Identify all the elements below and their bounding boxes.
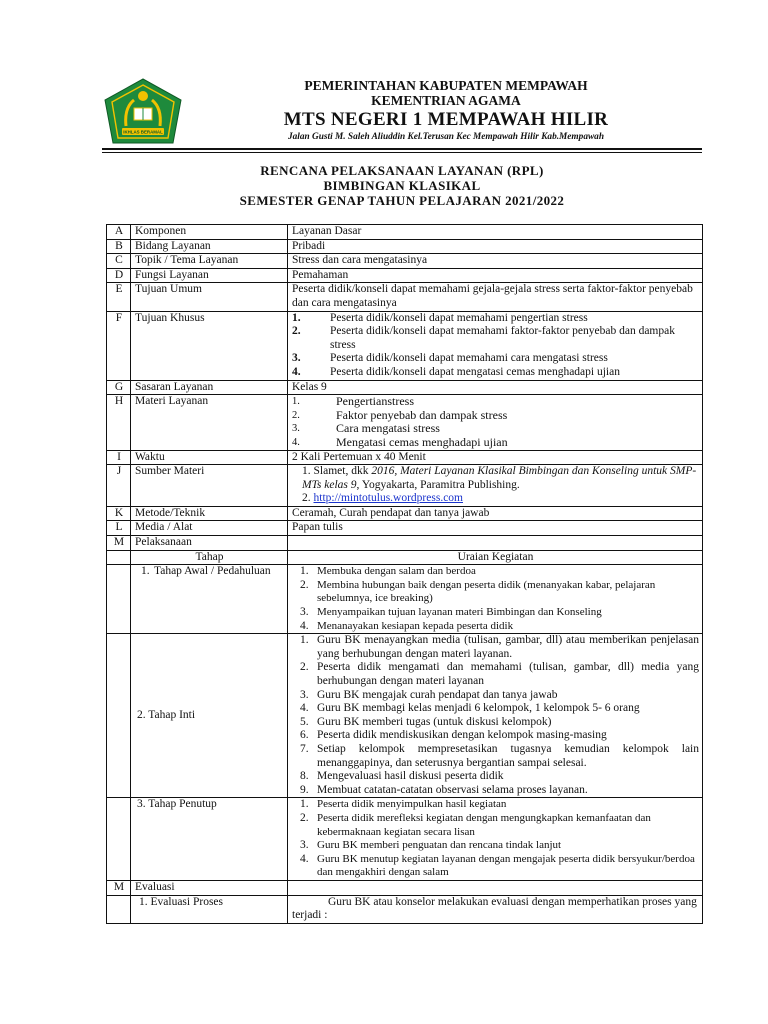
row-value: Ceramah, Curah pendapat dan tanya jawab <box>288 506 703 521</box>
list-item <box>292 798 699 812</box>
row-fungsi-layanan <box>107 268 703 283</box>
list-item <box>292 770 699 784</box>
item-number: 7. <box>300 742 309 755</box>
item-text: Peserta didik/konseli dapat mengatasi cemas menghadapi ujian <box>330 365 620 378</box>
list-item <box>292 352 699 366</box>
row-value: Pribadi <box>288 239 703 254</box>
list-item <box>292 436 699 450</box>
item-text: Guru BK menayangkan media (tulisan, gambar, dll) atau memberikan penjelasan yang berhubungan dengan materi layanan. <box>317 634 699 660</box>
row-label: Sasaran Layanan <box>131 380 288 395</box>
list-item <box>292 366 699 380</box>
item-number: 2. <box>300 578 309 591</box>
row-value: Guru BK atau konselor melakukan evaluasi dengan memperhatikan proses yang terjadi : <box>288 895 703 923</box>
item-text: Peserta didik/konseli dapat memahami cara mengatasi stress <box>330 352 608 365</box>
row-key: M <box>107 536 131 551</box>
row-media <box>107 521 703 536</box>
row-pelaksanaan-header <box>107 550 703 565</box>
item-text: Membina hubungan baik dengan peserta didik (menanyakan kabar, pelajaran sebelumnya, ice breaking) <box>317 578 656 605</box>
item-number: 8. <box>300 770 309 783</box>
source-publisher: , Yogyakarta, Paramitra Publishing. <box>356 478 520 491</box>
row-label: Evaluasi <box>131 880 288 895</box>
row-label: Metode/Teknik <box>131 506 288 521</box>
title-line-1: RENCANA PELAKSANAAN LAYANAN (RPL) <box>260 163 544 178</box>
empty-key <box>107 634 131 798</box>
source-item <box>292 492 699 506</box>
item-text: Peserta didik menyimpulkan hasil kegiatan <box>317 798 507 811</box>
item-text: Setiap kelompok mempresetasikan tugasnya kemudian kelompok lain menanggapinya, dan seterusnya bergantian sampai selesai. <box>317 742 699 769</box>
row-pelaksanaan <box>107 536 703 551</box>
row-key: I <box>107 450 131 465</box>
row-key: D <box>107 268 131 283</box>
row-label: Sumber Materi <box>131 465 288 507</box>
stage-name <box>131 565 288 634</box>
stage-number: 1. <box>141 565 150 578</box>
row-label: Bidang Layanan <box>131 239 288 254</box>
list-item <box>292 620 699 634</box>
row-label: 1. Evaluasi Proses <box>131 895 288 923</box>
item-number: 1. <box>292 311 301 324</box>
letterhead-rule-thick <box>102 148 702 150</box>
row-value <box>288 465 703 507</box>
row-key: B <box>107 239 131 254</box>
list-item <box>292 812 699 839</box>
item-number: 2. <box>292 409 300 421</box>
row-value: Pemahaman <box>288 268 703 283</box>
row-value <box>288 536 703 551</box>
item-number: 1. <box>302 465 311 478</box>
letterhead-rule-thin <box>102 152 702 153</box>
column-header-description: Uraian Kegiatan <box>288 550 703 565</box>
item-text: Pengertianstress <box>336 394 414 409</box>
stage-name: 2. Tahap Inti <box>131 634 288 798</box>
item-text: Menanayakan kesiapan kepada peserta didik <box>317 619 514 632</box>
source-author: Slamet, dkk <box>313 465 372 478</box>
empty-key <box>107 895 131 923</box>
row-label: Materi Layanan <box>131 395 288 450</box>
empty-key <box>107 565 131 634</box>
item-text: Peserta didik/konseli dapat memahami faktor-faktor penyebab dan dampak stress <box>330 325 675 351</box>
item-number: 4. <box>292 365 301 378</box>
source-title: 2016, Materi Layanan Klasikal Bimbingan dan Konseling untuk SMP-MTs kelas 9 <box>302 465 697 491</box>
item-number: 4. <box>292 436 300 448</box>
row-value <box>288 395 703 450</box>
government-name: PEMERINTAHAN KABUPATEN MEMPAWAH <box>304 78 588 93</box>
row-key: F <box>107 311 131 380</box>
row-sasaran-layanan <box>107 380 703 395</box>
item-number: 6. <box>300 729 309 742</box>
row-evaluasi <box>107 880 703 895</box>
item-number: 3. <box>300 688 309 701</box>
row-value: 2 Kali Pertemuan x 40 Menit <box>288 450 703 465</box>
item-number: 4. <box>300 619 309 632</box>
row-label: Komponen <box>131 225 288 240</box>
item-number: 1. <box>292 396 300 408</box>
item-text: Peserta didik mengamati dan memahami (tulisan, gambar, dll) media yang berhubungan dengan materi layanan <box>317 661 699 687</box>
list-item <box>292 565 699 579</box>
item-text: Guru BK membagi kelas menjadi 6 kelompok, 1 kelompok 5- 6 orang <box>317 702 640 715</box>
list-item <box>292 702 699 716</box>
item-text: Guru BK memberi penguatan dan rencana tindak lanjut <box>317 839 562 852</box>
item-number: 2. <box>300 661 309 674</box>
column-header-stage: Tahap <box>131 550 288 565</box>
list-item <box>292 325 699 352</box>
list-item <box>292 661 699 688</box>
item-text: Faktor penyebab dan dampak stress <box>336 407 508 422</box>
ministry-logo <box>104 78 182 144</box>
row-label: Waktu <box>131 450 288 465</box>
row-materi-layanan <box>107 395 703 450</box>
list-item <box>292 395 699 409</box>
list-item <box>292 689 699 703</box>
row-stage-inti <box>107 634 703 798</box>
list-item <box>292 716 699 730</box>
row-label: Topik / Tema Layanan <box>131 254 288 269</box>
list-item <box>292 312 699 326</box>
row-tujuan-umum <box>107 283 703 311</box>
item-number: 3. <box>292 352 301 365</box>
title-line-3: SEMESTER GENAP TAHUN PELAJARAN 2021/2022 <box>239 193 565 208</box>
row-key: M <box>107 880 131 895</box>
row-komponen <box>107 225 703 240</box>
item-text: Guru BK mengajak curah pendapat dan tanya jawab <box>317 688 558 701</box>
list-item <box>292 606 699 620</box>
stage-label: Tahap Awal / Pedahuluan <box>154 565 271 578</box>
item-text: Cara mengatasi stress <box>336 421 440 436</box>
row-stage-penutup <box>107 798 703 881</box>
list-item <box>292 409 699 423</box>
list-item <box>292 634 699 661</box>
stage-activities <box>288 798 703 881</box>
row-metode <box>107 506 703 521</box>
item-number: 3. <box>300 606 309 619</box>
document-title <box>102 163 702 208</box>
item-number: 4. <box>300 702 309 715</box>
item-text: Guru BK menutup kegiatan layanan dengan mengajak peserta didik bersyukur/berdoa dan mengakhiri dengan salam <box>317 852 695 879</box>
row-value <box>288 311 703 380</box>
row-label: Pelaksanaan <box>131 536 288 551</box>
row-stage-awal <box>107 565 703 634</box>
item-number: 4. <box>300 852 309 865</box>
item-number: 1. <box>300 798 309 811</box>
row-label: Media / Alat <box>131 521 288 536</box>
row-value <box>288 880 703 895</box>
row-topik <box>107 254 703 269</box>
row-evaluasi-proses <box>107 895 703 923</box>
row-key: E <box>107 283 131 311</box>
stage-name: 3. Tahap Penutup <box>131 798 288 881</box>
logo-motto: IKHLAS BERAMAL <box>123 129 163 135</box>
item-number: 1. <box>300 565 309 578</box>
item-text: Menyampaikan tujuan layanan materi Bimbingan dan Konseling <box>317 606 602 619</box>
school-address: Jalan Gusti M. Saleh Aliuddin Kel.Terusan Kec Mempawah Hilir Kab.Mempawah <box>288 132 604 142</box>
row-label: Fungsi Layanan <box>131 268 288 283</box>
list-item <box>292 729 699 743</box>
school-name: MTS NEGERI 1 MEMPAWAH HILIR <box>283 109 609 130</box>
row-key: A <box>107 225 131 240</box>
list-item <box>292 743 699 770</box>
item-number: 3. <box>292 423 300 435</box>
source-link[interactable]: http://mintotulus.wordpress.com <box>313 492 463 505</box>
row-key: J <box>107 465 131 507</box>
row-value: Kelas 9 <box>288 380 703 395</box>
item-text: Membuka dengan salam dan berdoa <box>317 565 476 578</box>
row-key: H <box>107 395 131 450</box>
item-number: 2. <box>292 325 301 338</box>
row-label: Tujuan Khusus <box>131 311 288 380</box>
row-value: Papan tulis <box>288 521 703 536</box>
item-number: 5. <box>300 715 309 728</box>
row-tujuan-khusus <box>107 311 703 380</box>
row-sumber-materi <box>107 465 703 507</box>
item-text: Mengevaluasi hasil diskusi peserta didik <box>317 770 504 783</box>
title-line-2: BIMBINGAN KLASIKAL <box>323 178 481 193</box>
ministry-name: KEMENTRIAN AGAMA <box>371 93 521 108</box>
list-item <box>292 839 699 853</box>
item-text: Membuat catatan-catatan observasi selama proses layanan. <box>317 783 588 796</box>
row-label: Tujuan Umum <box>131 283 288 311</box>
row-key: K <box>107 506 131 521</box>
item-text: Peserta didik/konseli dapat memahami pengertian stress <box>330 311 588 324</box>
item-number: 2. <box>300 811 309 824</box>
row-bidang-layanan <box>107 239 703 254</box>
item-number: 2. <box>302 492 311 505</box>
source-item <box>292 465 699 492</box>
item-text: Peserta didik merefleksi kegiatan dengan mengungkapkan kemanfaatan dan kebermaknaan kegiatan secara lisan <box>317 811 651 838</box>
list-item <box>292 784 699 798</box>
row-key: C <box>107 254 131 269</box>
list-item <box>292 422 699 436</box>
list-item <box>292 579 699 606</box>
item-text: Mengatasi cemas menghadapi ujian <box>336 434 508 449</box>
list-item <box>292 853 699 880</box>
row-waktu <box>107 450 703 465</box>
stage-activities <box>288 565 703 634</box>
item-text: Peserta didik mendiskusikan dengan kelompok masing-masing <box>317 729 607 742</box>
item-number: 9. <box>300 783 309 796</box>
row-value: Peserta didik/konseli dapat memahami gejala-gejala stress serta faktor-faktor penyebab dan cara mengatasinya <box>288 283 703 311</box>
stage-activities <box>288 634 703 798</box>
item-text: Guru BK memberi tugas (untuk diskusi kelompok) <box>317 715 552 728</box>
empty-key <box>107 550 131 565</box>
row-value: Stress dan cara mengatasinya <box>288 254 703 269</box>
rpl-table <box>106 224 703 924</box>
row-key: L <box>107 521 131 536</box>
row-value: Layanan Dasar <box>288 225 703 240</box>
letterhead <box>196 78 696 144</box>
empty-key <box>107 798 131 881</box>
item-number: 3. <box>300 839 309 852</box>
item-number: 1. <box>300 634 309 647</box>
row-key: G <box>107 380 131 395</box>
